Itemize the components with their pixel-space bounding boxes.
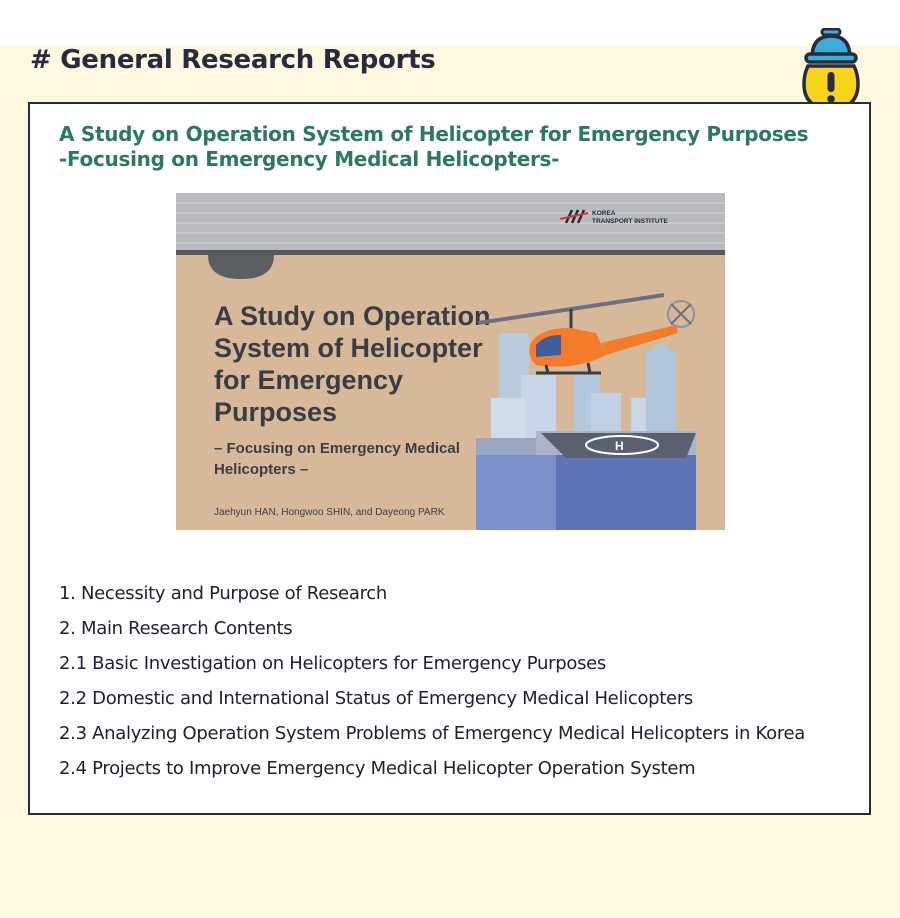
report-card [28, 102, 871, 815]
toc-item: 2.3 Analyzing Operation System Problems of Emergency Medical Helicopters in Korea [59, 723, 806, 744]
report-title-line-2: -Focusing on Emergency Medical Helicopters- [59, 147, 560, 171]
report-title [59, 122, 839, 172]
toc-item: 2.1 Basic Investigation on Helicopters for Emergency Purposes [59, 653, 607, 674]
cover-title-line-3: for Emergency [214, 365, 404, 395]
toc-item: 2.2 Domestic and International Status of Emergency Medical Helicopters [59, 688, 694, 709]
section-title: # General Research Reports [30, 45, 436, 75]
cover-title-line-1: A Study on Operation [214, 301, 491, 331]
tower-helipad-illustration [476, 431, 696, 530]
cover-institute-line1: KOREA [592, 210, 616, 217]
report-title-line-1: A Study on Operation System of Helicopter for Emergency Purposes [59, 122, 809, 146]
cover-title-line-2: System of Helicopter [214, 333, 483, 363]
cover-institute-line2: TRANSPORT INSTITUTE [592, 218, 668, 225]
table-of-contents [59, 576, 805, 786]
helipad-letter: H [615, 439, 624, 453]
toc-item: 2.4 Projects to Improve Emergency Medical Helicopter Operation System [59, 758, 696, 779]
cover-authors: Jaehyun HAN, Hongwoo SHIN, and Dayeong PARK [214, 507, 445, 518]
toc-item: 1. Necessity and Purpose of Research [59, 583, 387, 604]
cover-subtitle-line-2: Helicopters – [214, 461, 309, 478]
toc-item: 2. Main Research Contents [59, 618, 293, 639]
report-cover-image [176, 193, 725, 530]
cover-title-line-4: Purposes [214, 397, 338, 427]
cover-subtitle-line-1: – Focusing on Emergency Medical [214, 440, 460, 457]
